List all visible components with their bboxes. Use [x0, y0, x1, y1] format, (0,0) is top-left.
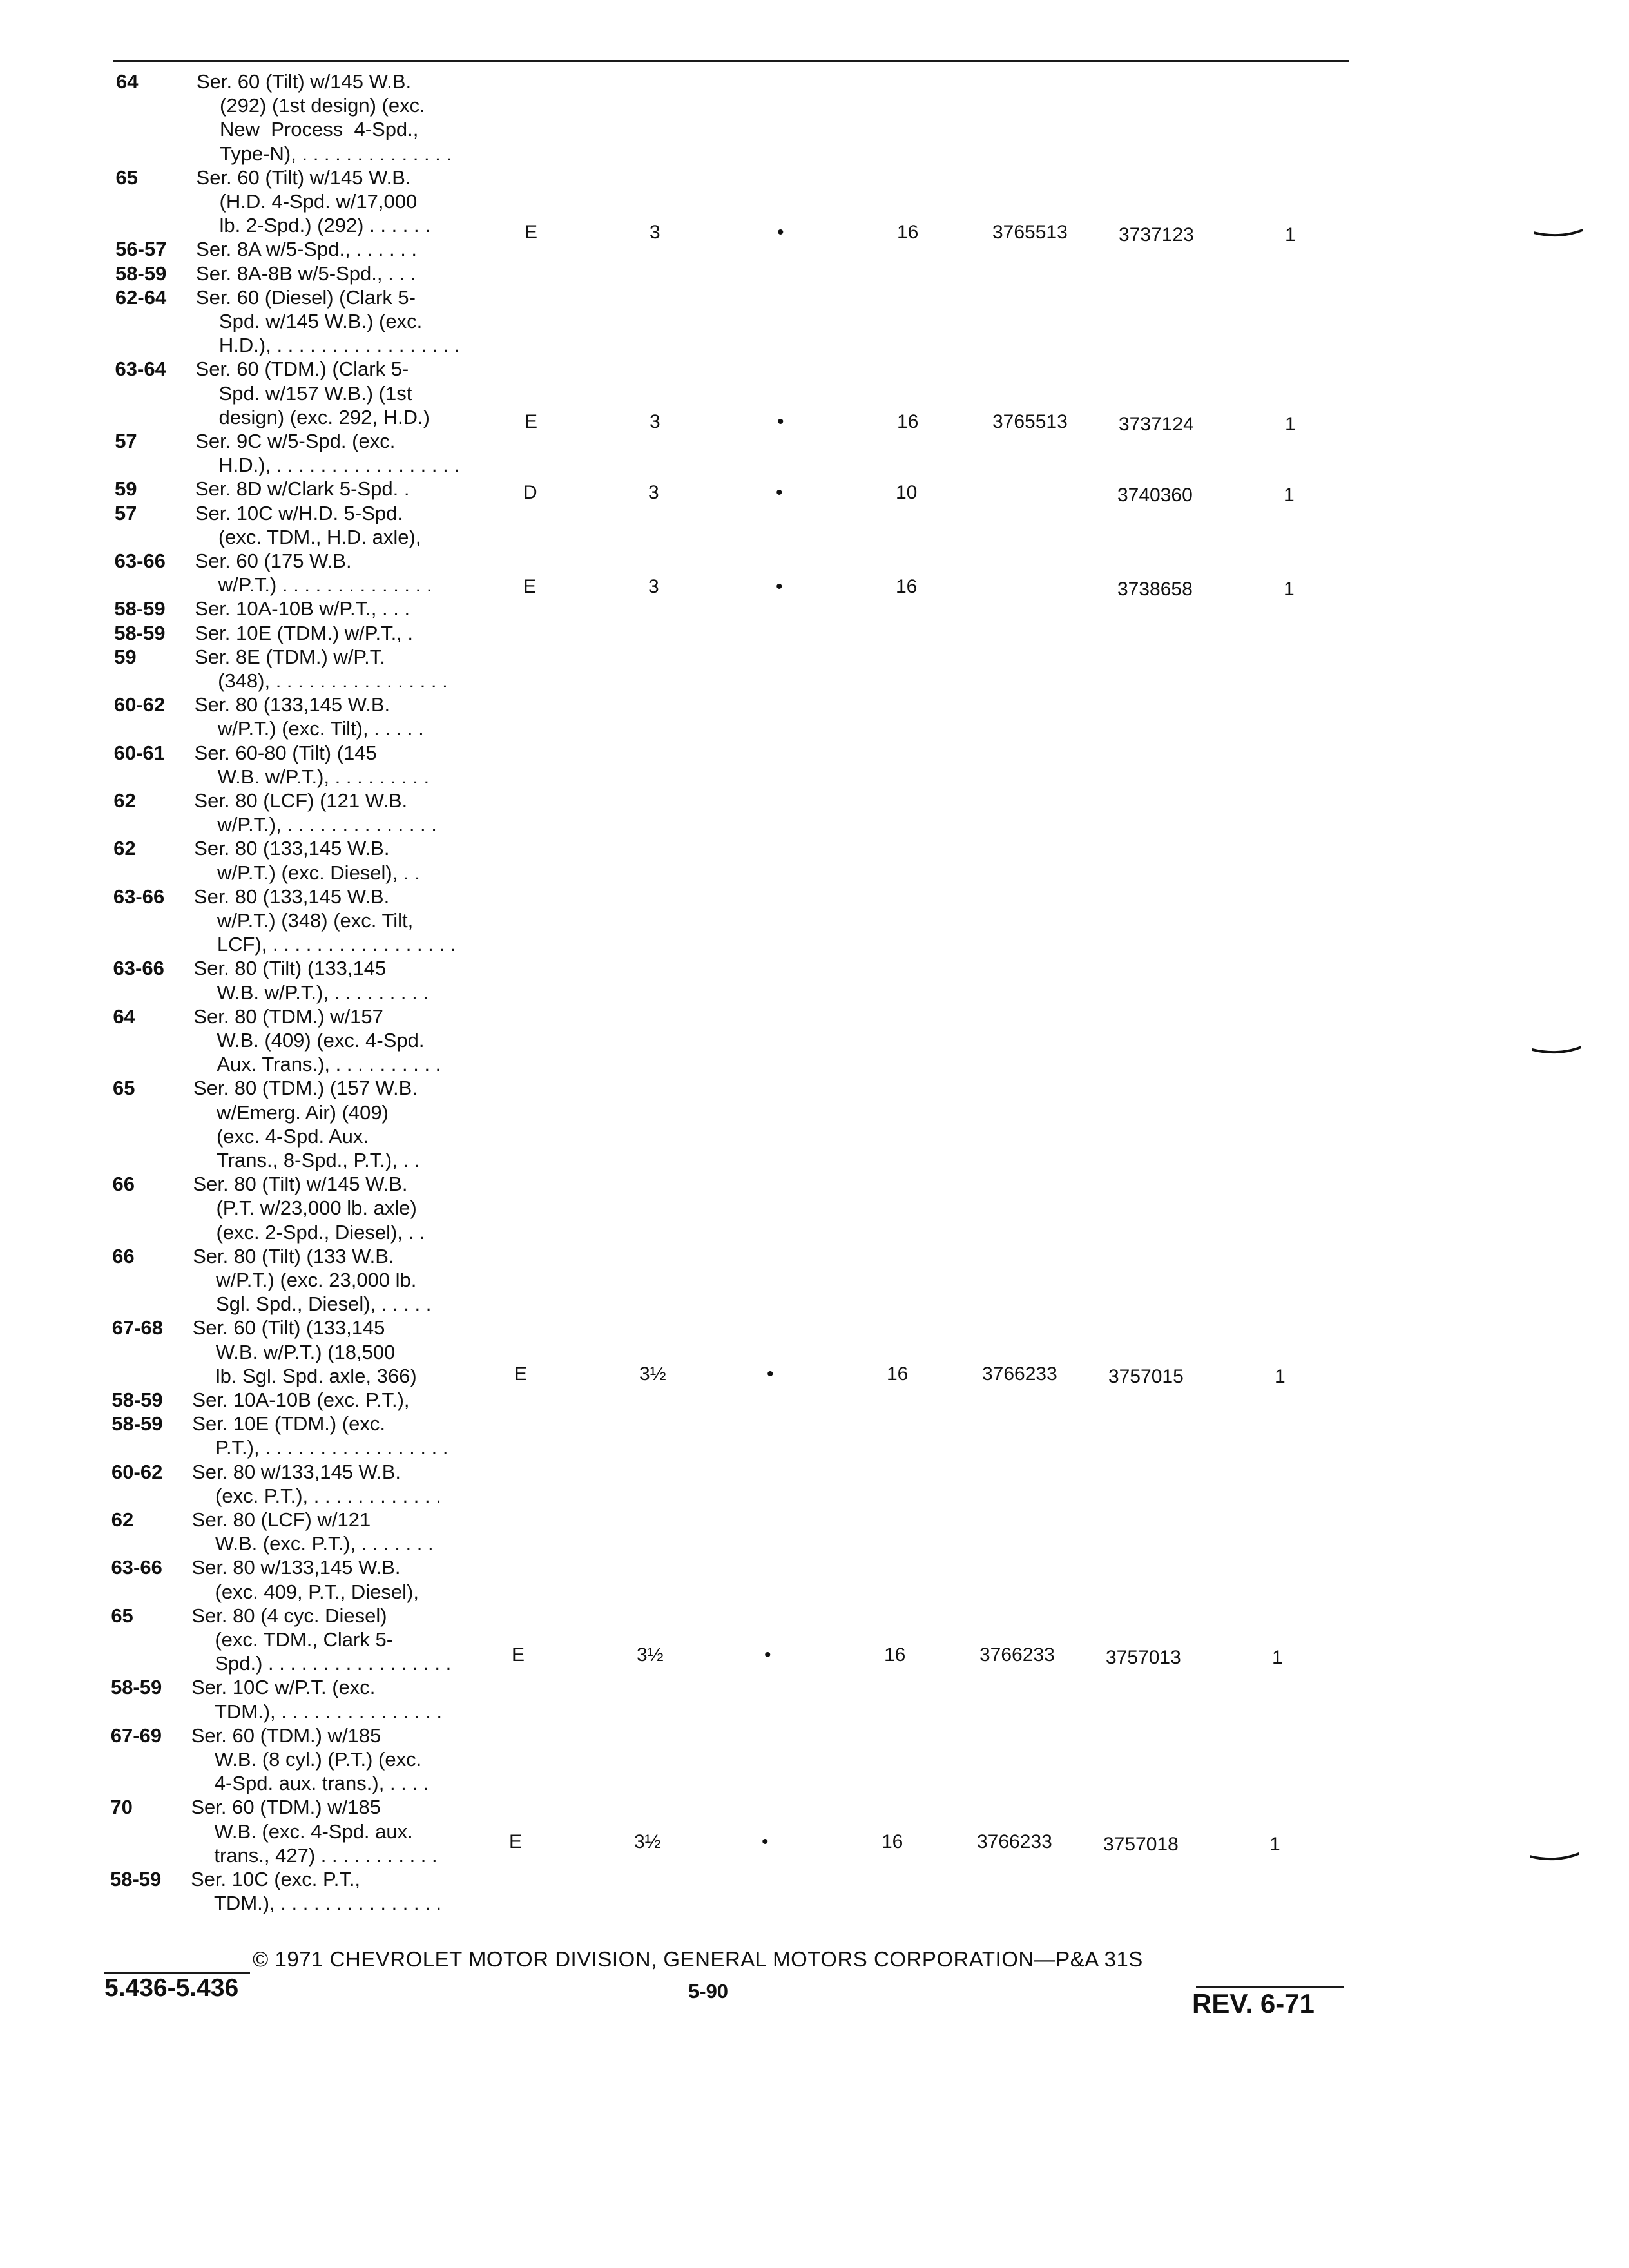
- entry-description-line: P.T.), . . . . . . . . . . . . . . . . .: [215, 1436, 448, 1459]
- count-cell: 16: [882, 1831, 903, 1852]
- entry-description-line: lb. 2-Spd.) (292) . . . . . .: [219, 214, 430, 237]
- entry-year: 67-68: [111, 1316, 164, 1340]
- entry-description-line: Ser. 10E (TDM.) (exc.: [192, 1412, 385, 1436]
- part-number-a-cell: 3766233: [979, 1644, 1055, 1666]
- entry-description-line: Ser. 60 (TDM.) w/185: [191, 1796, 381, 1819]
- entry-year: 58-59: [111, 1412, 163, 1436]
- entry-description-line: New Process 4-Spd.,: [220, 118, 419, 141]
- entry-description-line: w/P.T.) (348) (exc. Tilt,: [217, 909, 414, 932]
- entry-description-line: (H.D. 4-Spd. w/17,000: [219, 190, 418, 213]
- revision-label: REV. 6-71: [1192, 1988, 1315, 2019]
- entry-year: 57: [115, 430, 137, 452]
- entry-description-line: Ser. 80 w/133,145 W.B.: [191, 1556, 401, 1579]
- code-cell: E: [512, 1644, 525, 1666]
- entry-year: 67-69: [110, 1724, 162, 1747]
- entry-year: 64: [113, 1004, 135, 1028]
- quantity-cell: 1: [1284, 485, 1295, 506]
- entry-description-line: design) (exc. 292, H.D.): [218, 405, 430, 428]
- mark-cell: •: [764, 1644, 771, 1666]
- entry-description-line: Ser. 80 (Tilt) w/145 W.B.: [193, 1173, 408, 1196]
- part-number-b-cell: 3737124: [1119, 414, 1194, 435]
- entry-description-line: Ser. 80 (133,145 W.B.: [193, 885, 390, 908]
- entry-year: 58-59: [110, 1676, 162, 1699]
- count-cell: 16: [896, 576, 918, 597]
- entry-description-line: H.D.), . . . . . . . . . . . . . . . . .: [218, 334, 460, 357]
- size-cell: 3½: [637, 1644, 664, 1666]
- entry-year: 56-57: [115, 238, 167, 261]
- part-number-a-cell: 3765513: [992, 411, 1068, 432]
- code-cell: E: [514, 1363, 528, 1385]
- entry-year: 62: [113, 837, 136, 860]
- entry-year: 58-59: [111, 1389, 163, 1411]
- entry-description-line: TDM.), . . . . . . . . . . . . . . .: [214, 1892, 442, 1915]
- entry-year: 63-66: [113, 885, 165, 908]
- binding-mark-icon: [1532, 1046, 1581, 1055]
- entry-description-line: w/P.T.), . . . . . . . . . . . . . .: [217, 813, 437, 836]
- mark-cell: •: [777, 222, 784, 243]
- entry-description-line: w/P.T.) (exc. Tilt), . . . . .: [217, 717, 424, 740]
- entry-description-line: W.B. (exc. 4-Spd. aux.: [214, 1820, 413, 1843]
- entry-description-line: Ser. 60 (175 W.B.: [195, 550, 352, 572]
- entry-description-line: w/P.T.) (exc. Diesel), . .: [217, 861, 420, 884]
- entry-description-line: lb. Sgl. Spd. axle, 366): [215, 1364, 417, 1387]
- entry-year: 58-59: [114, 621, 166, 644]
- entry-description-line: Ser. 80 (LCF) (121 W.B.: [194, 789, 408, 812]
- entry-description-line: 4-Spd. aux. trans.), . . . .: [214, 1772, 429, 1795]
- entry-year: 57: [114, 501, 137, 524]
- entry-description-line: (exc. P.T.), . . . . . . . . . . . .: [215, 1484, 441, 1507]
- mark-cell: •: [776, 482, 783, 503]
- entry-description-line: Ser. 80 (Tilt) (133 W.B.: [193, 1244, 394, 1267]
- entry-description-line: Ser. 10A-10B (exc. P.T.),: [192, 1389, 410, 1411]
- entry-description-line: Ser. 80 (LCF) w/121: [191, 1508, 371, 1531]
- size-cell: 3½: [634, 1831, 661, 1852]
- count-cell: 10: [896, 482, 918, 503]
- entry-description-line: Aux. Trans.), . . . . . . . . . .: [217, 1053, 441, 1076]
- entry-year: 70: [110, 1796, 133, 1819]
- part-number-b-cell: 3757018: [1103, 1834, 1179, 1855]
- entry-description-line: Ser. 60 (Tilt) w/145 W.B.: [197, 70, 412, 93]
- entry-description-line: Ser. 8E (TDM.) w/P.T.: [195, 645, 385, 668]
- entry-year: 59: [114, 477, 137, 501]
- entry-year: 62: [113, 789, 136, 812]
- mark-cell: •: [777, 411, 784, 432]
- entry-year: 66: [112, 1173, 135, 1196]
- entry-description-line: W.B. w/P.T.) (18,500: [215, 1340, 396, 1363]
- entry-description-line: W.B. w/P.T.), . . . . . . . . .: [217, 981, 429, 1004]
- entry-description-line: (292) (1st design) (exc.: [220, 94, 425, 117]
- quantity-cell: 1: [1272, 1647, 1283, 1668]
- code-cell: E: [509, 1831, 523, 1852]
- entry-year: 58-59: [115, 262, 167, 285]
- entry-description-line: Spd.) . . . . . . . . . . . . . . . . .: [215, 1652, 452, 1675]
- part-number-a-cell: 3766233: [982, 1363, 1057, 1385]
- entry-year: 59: [114, 645, 137, 668]
- entry-description-line: Ser. 60 (TDM.) w/185: [191, 1724, 381, 1747]
- entry-description-line: (exc. TDM., Clark 5-: [215, 1628, 394, 1651]
- entry-year: 62-64: [115, 285, 167, 309]
- entry-description-line: TDM.), . . . . . . . . . . . . . . .: [214, 1700, 443, 1723]
- size-cell: 3½: [639, 1363, 666, 1385]
- entry-year: 63-66: [111, 1556, 162, 1579]
- part-number-b-cell: 3737123: [1119, 224, 1194, 245]
- code-cell: E: [525, 222, 538, 243]
- entry-description-line: Spd. w/145 W.B.) (exc.: [218, 310, 423, 332]
- entry-description-line: Ser. 10C (exc. P.T.,: [191, 1868, 361, 1890]
- entry-description-line: (348), . . . . . . . . . . . . . . . .: [218, 669, 448, 692]
- entry-description-line: Ser. 10C w/H.D. 5-Spd.: [195, 501, 403, 524]
- entry-description-line: Spd. w/157 W.B.) (1st: [218, 381, 412, 405]
- entry-year: 64: [116, 70, 139, 93]
- count-cell: 16: [884, 1644, 906, 1666]
- entry-description-line: Ser. 80 w/133,145 W.B.: [192, 1460, 401, 1483]
- entry-description-line: w/P.T.) (exc. 23,000 lb.: [216, 1269, 417, 1291]
- entry-description-line: (exc. 2-Spd., Diesel), . .: [216, 1220, 425, 1244]
- entry-description-line: w/Emerg. Air) (409): [216, 1100, 389, 1124]
- entry-year: 63-64: [115, 358, 166, 381]
- entry-description-line: Ser. 60 (Diesel) (Clark 5-: [195, 285, 416, 309]
- entry-year: 63-66: [113, 957, 164, 980]
- entry-year: 58-59: [114, 597, 166, 620]
- entry-description-line: Ser. 60 (TDM.) (Clark 5-: [195, 358, 409, 381]
- quantity-cell: 1: [1275, 1366, 1286, 1387]
- entry-description-line: Ser. 80 (133,145 W.B.: [194, 837, 390, 860]
- size-cell: 3: [648, 482, 659, 503]
- entry-description-line: (exc. 4-Spd. Aux.: [216, 1124, 369, 1148]
- entry-year: 60-62: [113, 693, 166, 716]
- entry-description-line: Ser. 10C w/P.T. (exc.: [191, 1676, 376, 1699]
- entry-year: 60-62: [111, 1460, 163, 1483]
- entry-description-line: Ser. 8A-8B w/5-Spd., . . .: [196, 262, 416, 285]
- mark-cell: •: [762, 1831, 769, 1852]
- mark-cell: •: [776, 576, 783, 597]
- entry-description-line: w/P.T.) . . . . . . . . . . . . . .: [218, 573, 432, 597]
- entry-description-line: H.D.), . . . . . . . . . . . . . . . . .: [218, 454, 459, 477]
- entry-description-line: Ser. 80 (4 cyc. Diesel): [191, 1604, 387, 1627]
- quantity-cell: 1: [1285, 224, 1296, 245]
- entry-description-line: Ser. 80 (TDM.) w/157: [193, 1004, 383, 1028]
- size-cell: 3: [650, 411, 660, 432]
- part-number-a-cell: 3765513: [992, 222, 1068, 243]
- quantity-cell: 1: [1269, 1834, 1280, 1855]
- entry-description-line: (exc. 409, P.T., Diesel),: [215, 1580, 419, 1603]
- entry-year: 60-61: [113, 741, 165, 764]
- part-number-a-cell: 3766233: [977, 1831, 1052, 1852]
- entry-description-line: Sgl. Spd., Diesel), . . . . .: [216, 1293, 432, 1316]
- quantity-cell: 1: [1285, 414, 1296, 435]
- footer-code: 5.436-5.436: [104, 1974, 239, 2002]
- count-cell: 16: [887, 1363, 909, 1385]
- entry-description-line: W.B. w/P.T.), . . . . . . . . .: [217, 765, 430, 788]
- entry-year: 58-59: [110, 1868, 162, 1890]
- code-cell: D: [523, 482, 537, 503]
- entry-description-line: Type-N), . . . . . . . . . . . . . .: [220, 142, 452, 165]
- size-cell: 3: [648, 576, 659, 597]
- entry-description-line: (exc. TDM., H.D. axle),: [218, 525, 421, 548]
- entry-year: 63-66: [114, 550, 166, 572]
- entry-year: 65: [115, 166, 138, 189]
- entry-year: 62: [111, 1508, 134, 1531]
- part-number-b-cell: 3738658: [1117, 579, 1193, 600]
- part-number-b-cell: 3757013: [1106, 1647, 1181, 1668]
- top-rule: [113, 60, 1349, 62]
- entry-description-line: Ser. 10A-10B w/P.T., . . .: [195, 597, 410, 620]
- binding-mark-icon: [1534, 229, 1583, 238]
- entry-description-line: Ser. 8A w/5-Spd., . . . . . .: [196, 238, 418, 261]
- footer-copyright: © 1971 CHEVROLET MOTOR DIVISION, GENERAL MOTORS CORPORATION—P&A 31S: [253, 1947, 1143, 1971]
- entry-description-line: Ser. 9C w/5-Spd. (exc.: [195, 430, 396, 452]
- page-number: 5-90: [688, 1980, 729, 2003]
- code-cell: E: [523, 576, 537, 597]
- entry-description-line: Trans., 8-Spd., P.T.), . .: [216, 1149, 420, 1171]
- entry-year: 65: [112, 1077, 135, 1100]
- entry-description-line: Ser. 60 (Tilt) w/145 W.B.: [196, 166, 411, 189]
- part-number-b-cell: 3740360: [1117, 485, 1193, 506]
- entry-description-line: W.B. (exc. P.T.), . . . . . . .: [215, 1532, 434, 1555]
- binding-mark-icon: [1530, 1852, 1579, 1861]
- entry-description-line: (P.T. w/23,000 lb. axle): [216, 1196, 417, 1220]
- part-number-b-cell: 3757015: [1108, 1366, 1184, 1387]
- size-cell: 3: [650, 222, 660, 243]
- entry-description-line: W.B. (409) (exc. 4-Spd.: [217, 1029, 425, 1052]
- count-cell: 16: [897, 222, 919, 243]
- entry-description-line: W.B. (8 cyl.) (P.T.) (exc.: [214, 1748, 422, 1771]
- quantity-cell: 1: [1284, 579, 1295, 600]
- entry-description-line: trans., 427) . . . . . . . . . . .: [214, 1843, 438, 1867]
- entry-description-line: Ser. 60 (Tilt) (133,145: [192, 1316, 385, 1340]
- entry-year: 65: [111, 1604, 133, 1627]
- entry-description-line: Ser. 60-80 (Tilt) (145: [194, 741, 377, 764]
- entry-description-line: LCF), . . . . . . . . . . . . . . . . .: [217, 933, 456, 956]
- entry-description-line: Ser. 10E (TDM.) w/P.T., .: [195, 621, 414, 644]
- entry-year: 66: [112, 1244, 135, 1267]
- count-cell: 16: [897, 411, 919, 432]
- code-cell: E: [525, 411, 538, 432]
- entry-description-line: Ser. 80 (133,145 W.B.: [194, 693, 390, 716]
- entry-description-line: Ser. 8D w/Clark 5-Spd. .: [195, 477, 410, 501]
- entry-description-line: Ser. 80 (Tilt) (133,145: [193, 957, 387, 980]
- entry-description-line: Ser. 80 (TDM.) (157 W.B.: [193, 1077, 418, 1100]
- mark-cell: •: [767, 1363, 774, 1385]
